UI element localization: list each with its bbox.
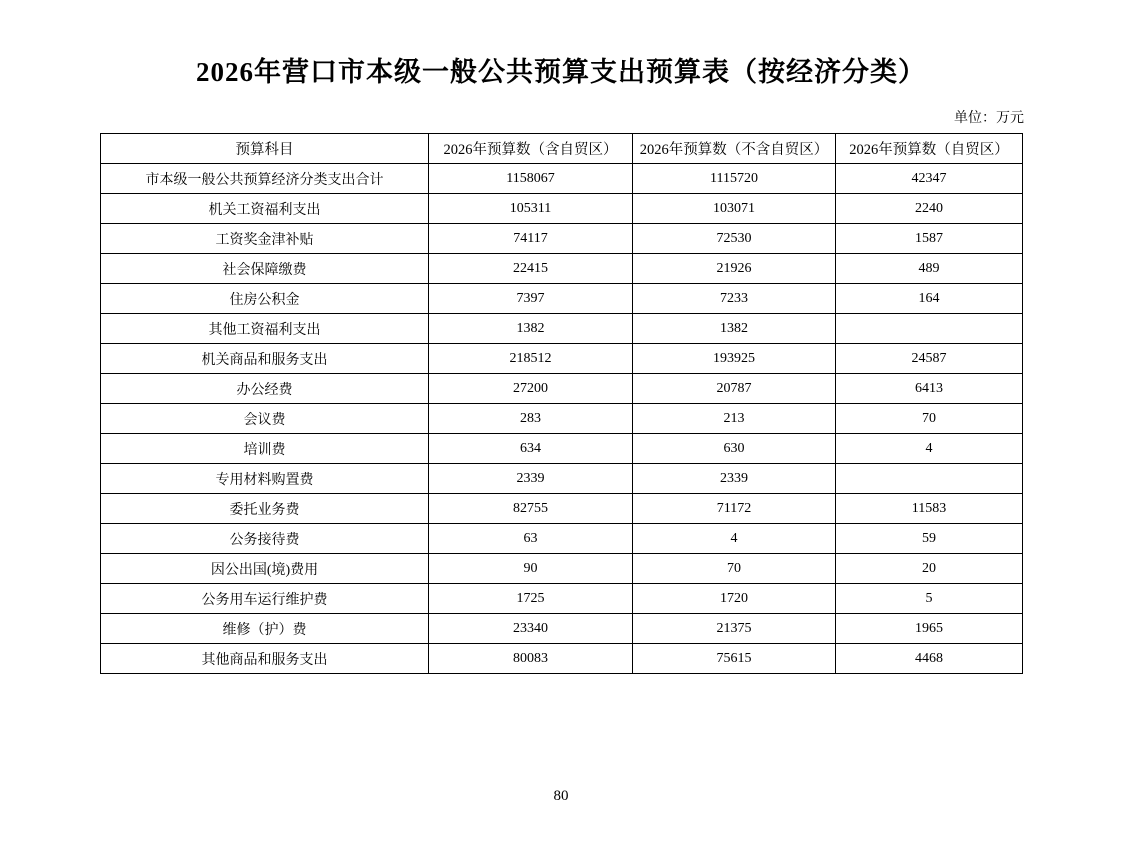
row-value-1: 218512 bbox=[429, 344, 633, 374]
row-value-3 bbox=[836, 464, 1023, 494]
table-row bbox=[101, 344, 1023, 374]
row-value-1: 2339 bbox=[429, 464, 633, 494]
row-label: 专用材料购置费 bbox=[101, 464, 429, 494]
row-value-3: 4 bbox=[836, 434, 1023, 464]
table-row bbox=[101, 434, 1023, 464]
row-value-3: 59 bbox=[836, 524, 1023, 554]
table-row bbox=[101, 584, 1023, 614]
row-value-3: 1587 bbox=[836, 224, 1023, 254]
row-label: 培训费 bbox=[101, 434, 429, 464]
row-value-3 bbox=[836, 314, 1023, 344]
column-header-ftz: 2026年预算数（自贸区） bbox=[836, 134, 1023, 164]
table-row bbox=[101, 254, 1023, 284]
row-value-3: 4468 bbox=[836, 644, 1023, 674]
row-value-2: 75615 bbox=[633, 644, 836, 674]
row-value-3: 1965 bbox=[836, 614, 1023, 644]
row-value-2: 1115720 bbox=[633, 164, 836, 194]
row-value-3: 42347 bbox=[836, 164, 1023, 194]
page-title: 2026年营口市本级一般公共预算支出预算表（按经济分类） bbox=[196, 57, 926, 87]
row-label: 市本级一般公共预算经济分类支出合计 bbox=[101, 164, 429, 194]
table-header-row bbox=[101, 134, 1023, 164]
row-label: 公务接待费 bbox=[101, 524, 429, 554]
unit-note: 单位：万元 bbox=[954, 111, 1024, 126]
row-value-3: 164 bbox=[836, 284, 1023, 314]
row-value-2: 1720 bbox=[633, 584, 836, 614]
row-label: 工资奖金津补贴 bbox=[101, 224, 429, 254]
row-value-2: 21926 bbox=[633, 254, 836, 284]
table-row bbox=[101, 224, 1023, 254]
row-value-3: 20 bbox=[836, 554, 1023, 584]
row-value-2: 213 bbox=[633, 404, 836, 434]
row-value-2: 7233 bbox=[633, 284, 836, 314]
table-row bbox=[101, 644, 1023, 674]
row-value-1: 27200 bbox=[429, 374, 633, 404]
row-label: 机关工资福利支出 bbox=[101, 194, 429, 224]
row-value-3: 489 bbox=[836, 254, 1023, 284]
row-value-2: 20787 bbox=[633, 374, 836, 404]
row-label: 机关商品和服务支出 bbox=[101, 344, 429, 374]
row-label: 住房公积金 bbox=[101, 284, 429, 314]
table-row bbox=[101, 284, 1023, 314]
row-value-1: 1382 bbox=[429, 314, 633, 344]
row-value-1: 105311 bbox=[429, 194, 633, 224]
table-body bbox=[101, 164, 1023, 674]
row-value-1: 22415 bbox=[429, 254, 633, 284]
column-header-total: 2026年预算数（含自贸区） bbox=[429, 134, 633, 164]
row-value-3: 24587 bbox=[836, 344, 1023, 374]
row-label: 办公经费 bbox=[101, 374, 429, 404]
table-row bbox=[101, 194, 1023, 224]
row-value-2: 193925 bbox=[633, 344, 836, 374]
row-value-1: 1158067 bbox=[429, 164, 633, 194]
table-row bbox=[101, 374, 1023, 404]
column-header-subject: 预算科目 bbox=[101, 134, 429, 164]
row-value-2: 4 bbox=[633, 524, 836, 554]
table-row bbox=[101, 164, 1023, 194]
row-label: 委托业务费 bbox=[101, 494, 429, 524]
table-row bbox=[101, 554, 1023, 584]
row-value-1: 74117 bbox=[429, 224, 633, 254]
row-value-2: 630 bbox=[633, 434, 836, 464]
table-row bbox=[101, 494, 1023, 524]
row-value-1: 82755 bbox=[429, 494, 633, 524]
page-number: 80 bbox=[553, 788, 569, 804]
row-value-2: 71172 bbox=[633, 494, 836, 524]
row-value-2: 2339 bbox=[633, 464, 836, 494]
table-row bbox=[101, 524, 1023, 554]
row-value-2: 72530 bbox=[633, 224, 836, 254]
row-value-3: 11583 bbox=[836, 494, 1023, 524]
row-value-3: 5 bbox=[836, 584, 1023, 614]
row-label: 维修（护）费 bbox=[101, 614, 429, 644]
row-value-1: 1725 bbox=[429, 584, 633, 614]
row-value-1: 7397 bbox=[429, 284, 633, 314]
row-label: 其他工资福利支出 bbox=[101, 314, 429, 344]
row-value-2: 1382 bbox=[633, 314, 836, 344]
row-value-2: 70 bbox=[633, 554, 836, 584]
budget-table-container bbox=[0, 133, 1122, 674]
row-value-2: 103071 bbox=[633, 194, 836, 224]
table-header bbox=[101, 134, 1023, 164]
row-value-2: 21375 bbox=[633, 614, 836, 644]
table-row bbox=[101, 314, 1023, 344]
row-label: 公务用车运行维护费 bbox=[101, 584, 429, 614]
column-header-excl-ftz: 2026年预算数（不含自贸区） bbox=[633, 134, 836, 164]
document-page bbox=[0, 50, 1122, 843]
row-label: 其他商品和服务支出 bbox=[101, 644, 429, 674]
table-row bbox=[101, 464, 1023, 494]
row-value-1: 90 bbox=[429, 554, 633, 584]
row-value-1: 80083 bbox=[429, 644, 633, 674]
row-value-1: 63 bbox=[429, 524, 633, 554]
budget-table bbox=[100, 133, 1023, 674]
table-row bbox=[101, 404, 1023, 434]
row-value-1: 23340 bbox=[429, 614, 633, 644]
row-value-3: 6413 bbox=[836, 374, 1023, 404]
row-value-1: 283 bbox=[429, 404, 633, 434]
row-value-3: 70 bbox=[836, 404, 1023, 434]
row-label: 因公出国(境)费用 bbox=[101, 554, 429, 584]
row-value-1: 634 bbox=[429, 434, 633, 464]
row-value-3: 2240 bbox=[836, 194, 1023, 224]
row-label: 社会保障缴费 bbox=[101, 254, 429, 284]
table-row bbox=[101, 614, 1023, 644]
row-label: 会议费 bbox=[101, 404, 429, 434]
